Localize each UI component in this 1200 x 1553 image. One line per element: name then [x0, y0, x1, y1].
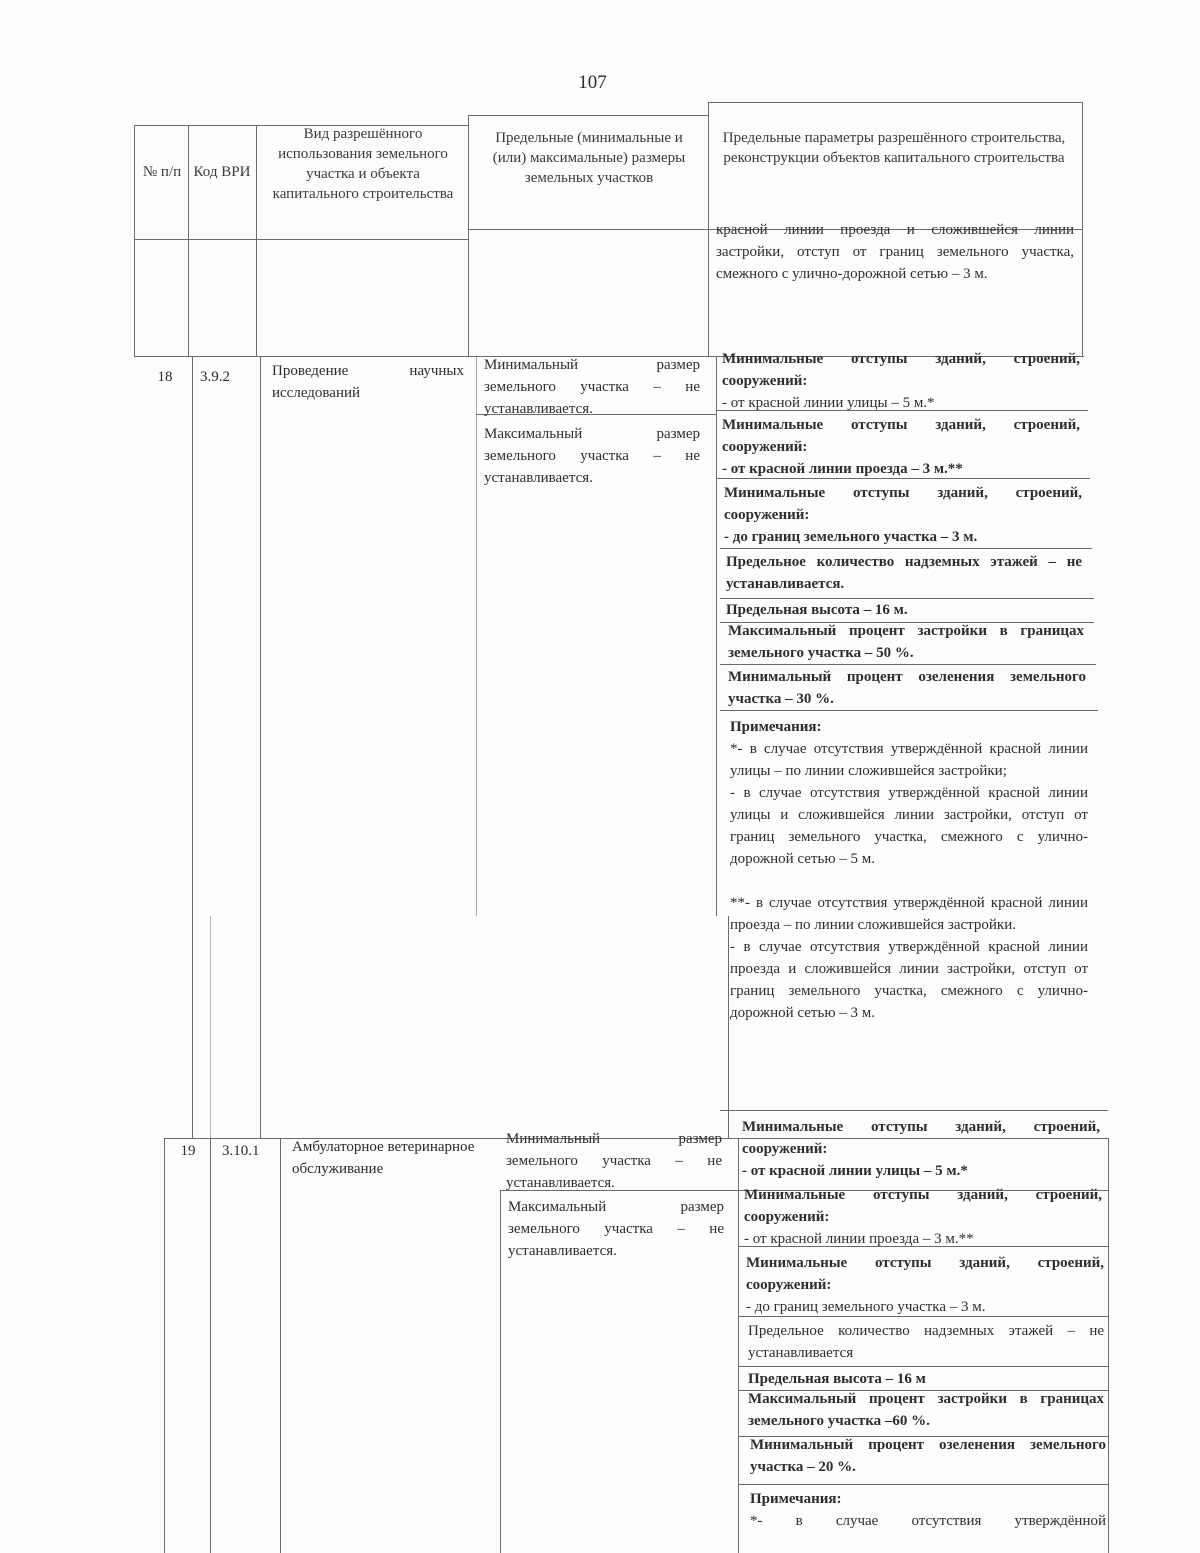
row-vri: Проведение научных исследований — [272, 363, 464, 401]
header-vri: Вид разрешённого использования земельного участка и объекта капитального строительства — [272, 126, 454, 202]
param-tail: - от красной линии улицы – 5 м.* — [742, 1163, 968, 1179]
min-size: Минимальный размер земельного участка – не устанавливается. — [506, 1131, 722, 1191]
param-floors: Предельное количество надземных этажей – не устанавливается — [748, 1323, 1104, 1361]
param-setback-street — [722, 348, 1080, 414]
note-2: - в случае отсутствия утверждённой красной линии улицы и сложившейся линии застройки, отступ от границ земельного участка, смежного с улично-дорожной сетью – 5 м. — [730, 785, 1088, 867]
min-size: Минимальный размер земельного участка – не устанавливается. — [484, 357, 700, 417]
notes-title: Примечания: — [750, 1491, 842, 1507]
note-1: *- в случае отсутствия утверждённой — [750, 1513, 1106, 1529]
param-height: Предельная высота – 16 м — [748, 1371, 926, 1387]
param-setback-plot — [724, 482, 1082, 548]
param-setback-driveway — [744, 1184, 1102, 1250]
param-coverage: Максимальный процент застройки в границах земельного участка –60 %. — [748, 1391, 1104, 1429]
note-3: **- в случае отсутствия утверждённой красной линии проезда – по линии сложившейся застройки. — [730, 895, 1088, 933]
param-floors: Предельное количество надземных этажей – не устанавливается. — [726, 554, 1082, 592]
param-head: Минимальные отступы зданий, строений, сооружений: — [746, 1255, 1104, 1293]
param-head: Минимальные отступы зданий, строений, сооружений: — [742, 1119, 1100, 1157]
header-sizes: Предельные (минимальные и (или) максимальные) размеры земельных участков — [492, 130, 686, 186]
max-size: Максимальный размер земельного участка – не устанавливается. — [484, 426, 700, 486]
param-coverage: Максимальный процент застройки в границах земельного участка – 50 %. — [728, 623, 1084, 661]
param-tail: - от красной линии проезда – 3 м.** — [722, 461, 963, 477]
note-1: *- в случае отсутствия утверждённой красной линии улицы – по линии сложившейся застройки; — [730, 741, 1088, 779]
header-params: Предельные параметры разрешённого строительства, реконструкции объектов капитального строительства — [722, 130, 1066, 166]
notes-title: Примечания: — [730, 719, 822, 735]
notes — [730, 716, 1088, 1024]
param-setback-street — [742, 1116, 1100, 1182]
notes — [750, 1488, 1106, 1532]
param-greening-text: Минимальный процент озеленения земельного участка – 20 %. — [750, 1437, 1106, 1475]
param-setback-driveway — [722, 414, 1080, 480]
param-tail: - от красной линии проезда – 3 м.** — [744, 1231, 974, 1247]
continued-params: красной линии проезда и сложившейся линии застройки, отступ от границ земельного участка, смежного с улично-дорожной сетью – 3 м. — [716, 222, 1074, 282]
row-num: 18 — [157, 369, 173, 385]
param-head: Минимальные отступы зданий, строений, сооружений: — [722, 351, 1080, 389]
param-tail: - до границ земельного участка – 3 м. — [746, 1299, 986, 1315]
param-greening: Минимальный процент озеленения земельного участка – 30 %. — [728, 669, 1086, 707]
max-size: Максимальный размер земельного участка – не устанавливается. — [508, 1199, 724, 1259]
header-num: № п/п — [142, 164, 182, 180]
page-number: 107 — [578, 72, 607, 93]
param-head: Минимальные отступы зданий, строений, сооружений: — [724, 485, 1082, 523]
param-head: Минимальные отступы зданий, строений, сооружений: — [722, 417, 1080, 455]
param-tail: - до границ земельного участка – 3 м. — [724, 529, 978, 545]
note-4: - в случае отсутствия утверждённой красной линии проезда и сложившейся линии застройки, отступ от границ земельного участка, смежного с улично-дорожной сетью – 3 м. — [730, 939, 1088, 1021]
row-num: 19 — [180, 1143, 196, 1159]
row-code: 3.10.1 — [222, 1143, 260, 1159]
param-greening — [750, 1434, 1106, 1478]
param-height: Предельная высота – 16 м. — [726, 602, 908, 618]
param-head: Минимальные отступы зданий, строений, сооружений: — [744, 1187, 1102, 1225]
row-code: 3.9.2 — [200, 369, 230, 385]
param-tail: - от красной линии улицы – 5 м.* — [722, 395, 935, 411]
row-vri: Амбулаторное ветеринарное обслуживание — [292, 1139, 475, 1177]
param-setback-plot — [746, 1252, 1104, 1318]
header-code: Код ВРИ — [193, 164, 251, 180]
